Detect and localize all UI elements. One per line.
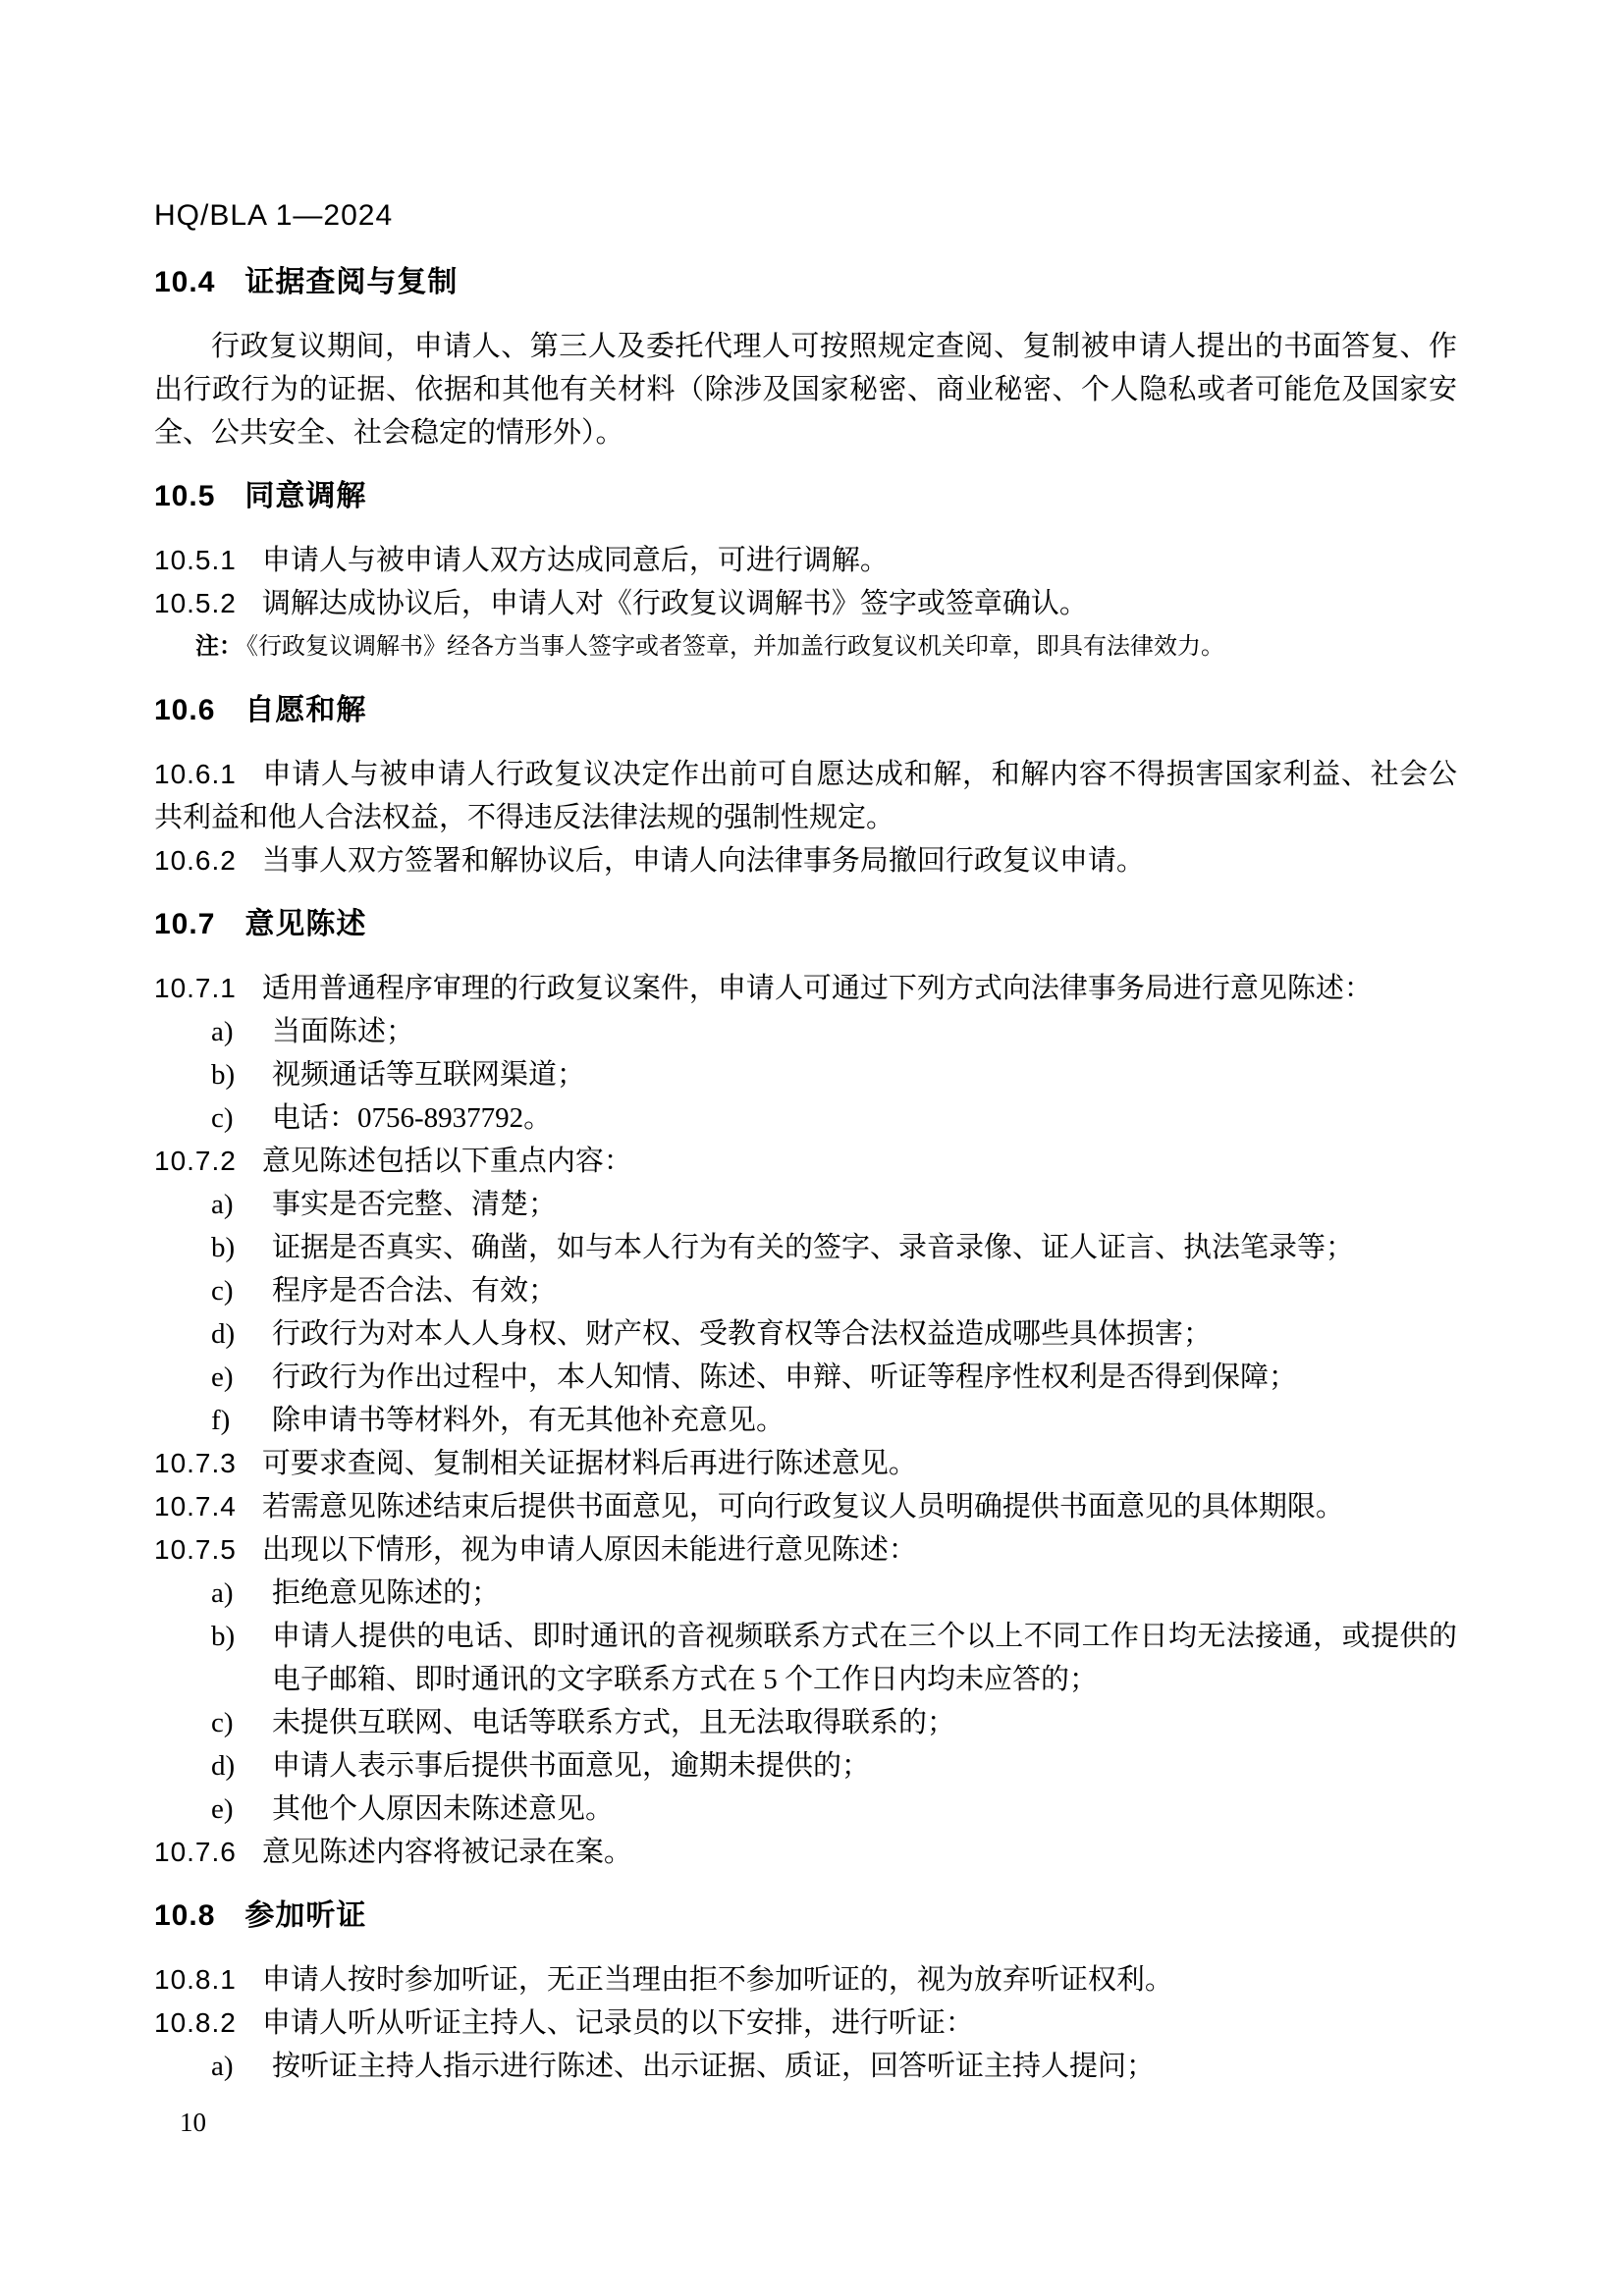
- list-item-label: a): [211, 1016, 234, 1047]
- list-item-label: c): [211, 1707, 234, 1738]
- list-item-label: b): [211, 1059, 236, 1091]
- list-item-text: 拒绝意见陈述的；: [272, 1577, 501, 1609]
- list-item: [154, 2045, 1457, 2088]
- list-item: [154, 1010, 1457, 1053]
- list-item-label: b): [211, 1621, 236, 1652]
- list-item-label: a): [211, 2051, 234, 2082]
- clause-text: 若需意见陈述结束后提供书面意见，可向行政复议人员明确提供书面意见的具体期限。: [261, 1491, 1344, 1522]
- list-item-text: 行政行为对本人人身权、财产权、受教育权等合法权益造成哪些具体损害；: [272, 1318, 1213, 1350]
- section-10.6: [154, 689, 1457, 882]
- clause-text: 申请人听从听证主持人、记录员的以下安排，进行听证：: [261, 2007, 974, 2039]
- list-item: [154, 1226, 1457, 1269]
- clause: [154, 1528, 1457, 1572]
- section-title: 证据查阅与复制: [244, 266, 459, 298]
- section-title: 参加听证: [244, 1899, 367, 1932]
- clause-text: 申请人与被申请人双方达成同意后，可进行调解。: [261, 545, 889, 576]
- section-title: 自愿和解: [244, 694, 367, 726]
- section-number: 10.5: [154, 480, 216, 512]
- note-text: 《行政复议调解书》经各方当事人签字或者签章，并加盖行政复议机关印章，即具有法律效力。: [246, 634, 1224, 660]
- clause: [154, 1442, 1457, 1485]
- section-heading: [154, 261, 1457, 304]
- clause: [154, 967, 1457, 1010]
- document-content: [154, 261, 1457, 2088]
- list-item: [154, 1183, 1457, 1226]
- section-heading: [154, 903, 1457, 946]
- list-item-label: d): [211, 1750, 236, 1782]
- list-item: [154, 1053, 1457, 1096]
- clause-number: 10.6.1: [154, 759, 237, 789]
- clause: [154, 539, 1457, 582]
- list-item: [154, 1312, 1457, 1356]
- clause-number: 10.7.3: [154, 1448, 237, 1478]
- list-item-label: b): [211, 1232, 236, 1263]
- clause: [154, 1485, 1457, 1528]
- list-item-text: 当面陈述；: [272, 1016, 415, 1047]
- list-item-label: a): [211, 1189, 234, 1220]
- clause: [154, 1831, 1457, 1874]
- clause: [154, 753, 1457, 839]
- list-item: [154, 1788, 1457, 1831]
- page-number: 10: [180, 2108, 206, 2137]
- clause-text: 适用普通程序审理的行政复议案件，申请人可通过下列方式向法律事务局进行意见陈述：: [261, 973, 1373, 1004]
- list-item-text: 视频通话等互联网渠道；: [272, 1059, 586, 1091]
- section-10.8: [154, 1895, 1457, 2088]
- note-label: 注：: [195, 634, 243, 660]
- section-title: 同意调解: [244, 480, 367, 512]
- clause-text: 可要求查阅、复制相关证据材料后再进行陈述意见。: [261, 1448, 917, 1479]
- doc-code: HQ/BLA 1—2024: [154, 199, 394, 232]
- section-number: 10.6: [154, 694, 216, 726]
- list-item-text: 未提供互联网、电话等联系方式，且无法取得联系的；: [272, 1707, 956, 1738]
- list-item-text: 申请人表示事后提供书面意见，逾期未提供的；: [272, 1750, 871, 1782]
- list-item: [154, 1615, 1457, 1701]
- section-heading: [154, 689, 1457, 732]
- clause-text: 出现以下情形，视为申请人原因未能进行意见陈述：: [261, 1534, 917, 1566]
- clause-text: 申请人按时参加听证，无正当理由拒不参加听证的，视为放弃听证权利。: [261, 1964, 1173, 1996]
- list-item-text: 除申请书等材料外，有无其他补充意见。: [272, 1405, 785, 1436]
- clause-number: 10.7.4: [154, 1491, 237, 1522]
- list-item: [154, 1744, 1457, 1788]
- clause-number: 10.8.2: [154, 2007, 237, 2038]
- section-number: 10.8: [154, 1899, 216, 1932]
- list-item-label: d): [211, 1318, 236, 1350]
- list-item-label: c): [211, 1102, 234, 1134]
- clause: [154, 1958, 1457, 2002]
- clause-text: 申请人与被申请人行政复议决定作出前可自愿达成和解，和解内容不得损害国家利益、社会公共利益和他人合法权益，不得违反法律法规的强制性规定。: [154, 759, 1457, 833]
- list-item-label: a): [211, 1577, 234, 1609]
- section-10.4: [154, 261, 1457, 454]
- clause: [154, 2002, 1457, 2045]
- list-item-label: e): [211, 1793, 234, 1825]
- clause: [154, 839, 1457, 882]
- section-number: 10.4: [154, 266, 216, 298]
- section-10.5: [154, 475, 1457, 668]
- list-item-text: 事实是否完整、清楚；: [272, 1189, 558, 1220]
- clause: [154, 1140, 1457, 1183]
- clause: [154, 582, 1457, 625]
- section-heading: [154, 475, 1457, 518]
- clause-number: 10.5.1: [154, 545, 237, 575]
- clause-number: 10.5.2: [154, 588, 237, 618]
- paragraph: 行政复议期间，申请人、第三人及委托代理人可按照规定查阅、复制被申请人提出的书面答复、作出行政行为的证据、依据和其他有关材料（除涉及国家秘密、商业秘密、个人隐私或者可能危及国家安全、公共安全、社会稳定的情形外）。: [154, 331, 1457, 449]
- list-item: [154, 1356, 1457, 1399]
- list-item: [154, 1572, 1457, 1615]
- note: [154, 625, 1457, 668]
- list-item-text: 按听证主持人指示进行陈述、出示证据、质证，回答听证主持人提问；: [272, 2051, 1156, 2082]
- section-10.7: [154, 903, 1457, 1874]
- clause-text: 意见陈述内容将被记录在案。: [261, 1837, 632, 1868]
- clause-number: 10.6.2: [154, 845, 237, 876]
- list-item: [154, 1096, 1457, 1140]
- clause-number: 10.7.1: [154, 973, 237, 1003]
- clause-text: 当事人双方签署和解协议后，申请人向法律事务局撤回行政复议申请。: [261, 845, 1145, 877]
- list-item-label: e): [211, 1362, 234, 1393]
- list-item: [154, 1269, 1457, 1312]
- clause-text: 意见陈述包括以下重点内容：: [261, 1146, 632, 1177]
- list-item: [154, 1399, 1457, 1442]
- section-heading: [154, 1895, 1457, 1938]
- list-item-label: c): [211, 1275, 234, 1307]
- list-item-text: 行政行为作出过程中，本人知情、陈述、申辩、听证等程序性权利是否得到保障；: [272, 1362, 1298, 1393]
- list-item-text: 电话：0756-8937792。: [272, 1102, 553, 1134]
- list-item-label: f): [211, 1405, 231, 1436]
- clause-number: 10.7.5: [154, 1534, 237, 1565]
- clause-number: 10.7.6: [154, 1837, 237, 1867]
- section-number: 10.7: [154, 908, 216, 940]
- list-item-text: 证据是否真实、确凿，如与本人行为有关的签字、录音录像、证人证言、执法笔录等；: [272, 1232, 1355, 1263]
- list-item-text: 申请人提供的电话、即时通讯的音视频联系方式在三个以上不同工作日均无法接通，或提供的电子邮箱、即时通讯的文字联系方式在 5 个工作日内均未应答的；: [272, 1621, 1457, 1695]
- list-item-text: 程序是否合法、有效；: [272, 1275, 558, 1307]
- clause-number: 10.8.1: [154, 1964, 237, 1995]
- section-title: 意见陈述: [244, 908, 367, 940]
- clause-text: 调解达成协议后，申请人对《行政复议调解书》签字或签章确认。: [261, 588, 1088, 619]
- clause-number: 10.7.2: [154, 1146, 237, 1176]
- list-item-text: 其他个人原因未陈述意见。: [272, 1793, 615, 1825]
- list-item: [154, 1701, 1457, 1744]
